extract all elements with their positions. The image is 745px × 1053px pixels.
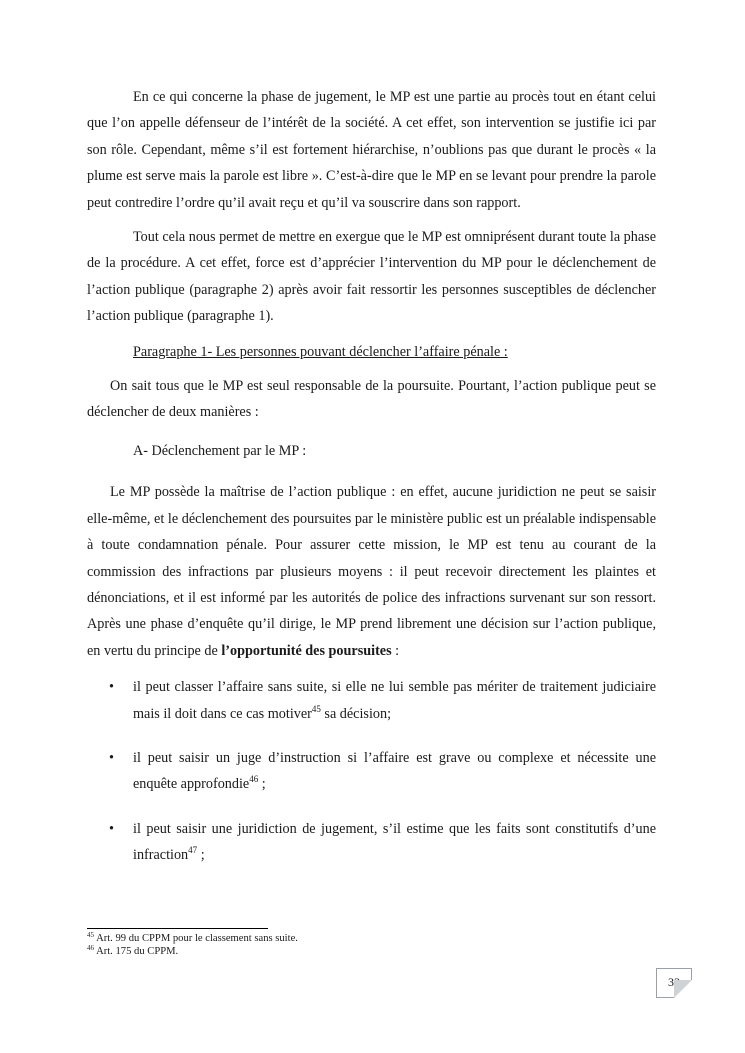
subheading-declenchement-mp: A- Déclenchement par le MP : (133, 442, 307, 459)
footnote-ref[interactable]: 47 (188, 845, 198, 856)
paragraph-maitrise-action (87, 479, 656, 664)
list-item (87, 816, 656, 869)
footnote-45 (87, 932, 298, 945)
list-item-tail: sa décision; (320, 705, 392, 722)
footnote-divider (87, 928, 268, 929)
footnote-46 (87, 945, 298, 958)
page-body (87, 84, 656, 887)
list-item-tail: ; (258, 776, 266, 793)
bullet-icon: • (109, 679, 114, 696)
footnote-text: Art. 175 du CPPM. (94, 946, 179, 957)
paragraph-poursuite: On sait tous que le MP est seul responsable de la poursuite. Pourtant, l’action publique peut se déclencher de deux manières : (87, 378, 656, 421)
list-item (87, 745, 656, 798)
footnote-number: 46 (87, 944, 94, 952)
bold-opportunite: l’opportunité des poursuites (221, 642, 392, 659)
bullet-icon: • (109, 749, 114, 766)
paragraph-omnipresent: Tout cela nous permet de mettre en exergue que le MP est omniprésent durant toute la phase de la procédure. A cet effet, force est d’apprécier l’intervention du MP pour le déclenchement de l’action publique (paragraphe 2) après avoir fait ressortir les personnes susceptibles de déclencher l’action publique (paragraphe 1). (87, 229, 656, 325)
list-item-text: il peut saisir un juge d’instruction si l’affaire est grave ou complexe et nécessite une enquête approfondie (133, 749, 656, 793)
page-number-box (656, 968, 692, 998)
paragraph-maitrise-end: : (391, 642, 400, 659)
paragraph-jugement: En ce qui concerne la phase de jugement, le MP est une partie au procès tout en étant celui que l’on appelle défenseur de l’intérêt de la société. A cet effet, son intervention se justifie ici par son rôle. Cependant, même s’il est fortement hiérarchise, n’oublions pas que durant le procès « la plume est serve mais la parole est libre ». C’est-à-dire que le MP en se levant pour prendre la parole peut contredire l’ordre qu’il avait reçu et qu’il va souscrire dans son rapport. (87, 89, 656, 211)
list-item (87, 674, 656, 727)
footnote-ref[interactable]: 45 (311, 703, 321, 714)
bullet-list (87, 674, 656, 868)
footnote-text: Art. 99 du CPPM pour le classement sans suite. (94, 933, 298, 944)
page-curl-icon (674, 980, 692, 998)
bullet-icon: • (109, 820, 114, 837)
list-item-text: il peut classer l’affaire sans suite, si elle ne lui semble pas mériter de traitement judiciaire mais il doit dans ce cas motiver (133, 679, 656, 722)
list-item-text: il peut saisir une juridiction de jugement, s’il estime que les faits sont constitutifs d’une infraction (133, 820, 656, 864)
section-heading-paragraphe-1: Paragraphe 1- Les personnes pouvant déclencher l’affaire pénale : (133, 343, 508, 360)
footnote-ref[interactable]: 46 (249, 774, 259, 785)
footnotes (87, 932, 298, 958)
page-number: 33 (668, 975, 680, 989)
paragraph-maitrise-text: Le MP possède la maîtrise de l’action publique : en effet, aucune juridiction ne peut se saisir elle-même, et le déclenchement des poursuites par le ministère public est un préalable indispensable à toute condamnation pénale. Pour assurer cette mission, le MP est tenu au courant de la commission des infractions par plusieurs moyens : il peut recevoir directement les plaintes et dénonciations, et il est informé par les autorités de police des infractions survenant sur son ressort. Après une phase d’enquête qu’il dirige, le MP prend librement une décision sur l’action publique, en vertu du principe de (87, 484, 656, 659)
footnote-number: 45 (87, 931, 94, 939)
list-item-tail: ; (197, 847, 205, 864)
